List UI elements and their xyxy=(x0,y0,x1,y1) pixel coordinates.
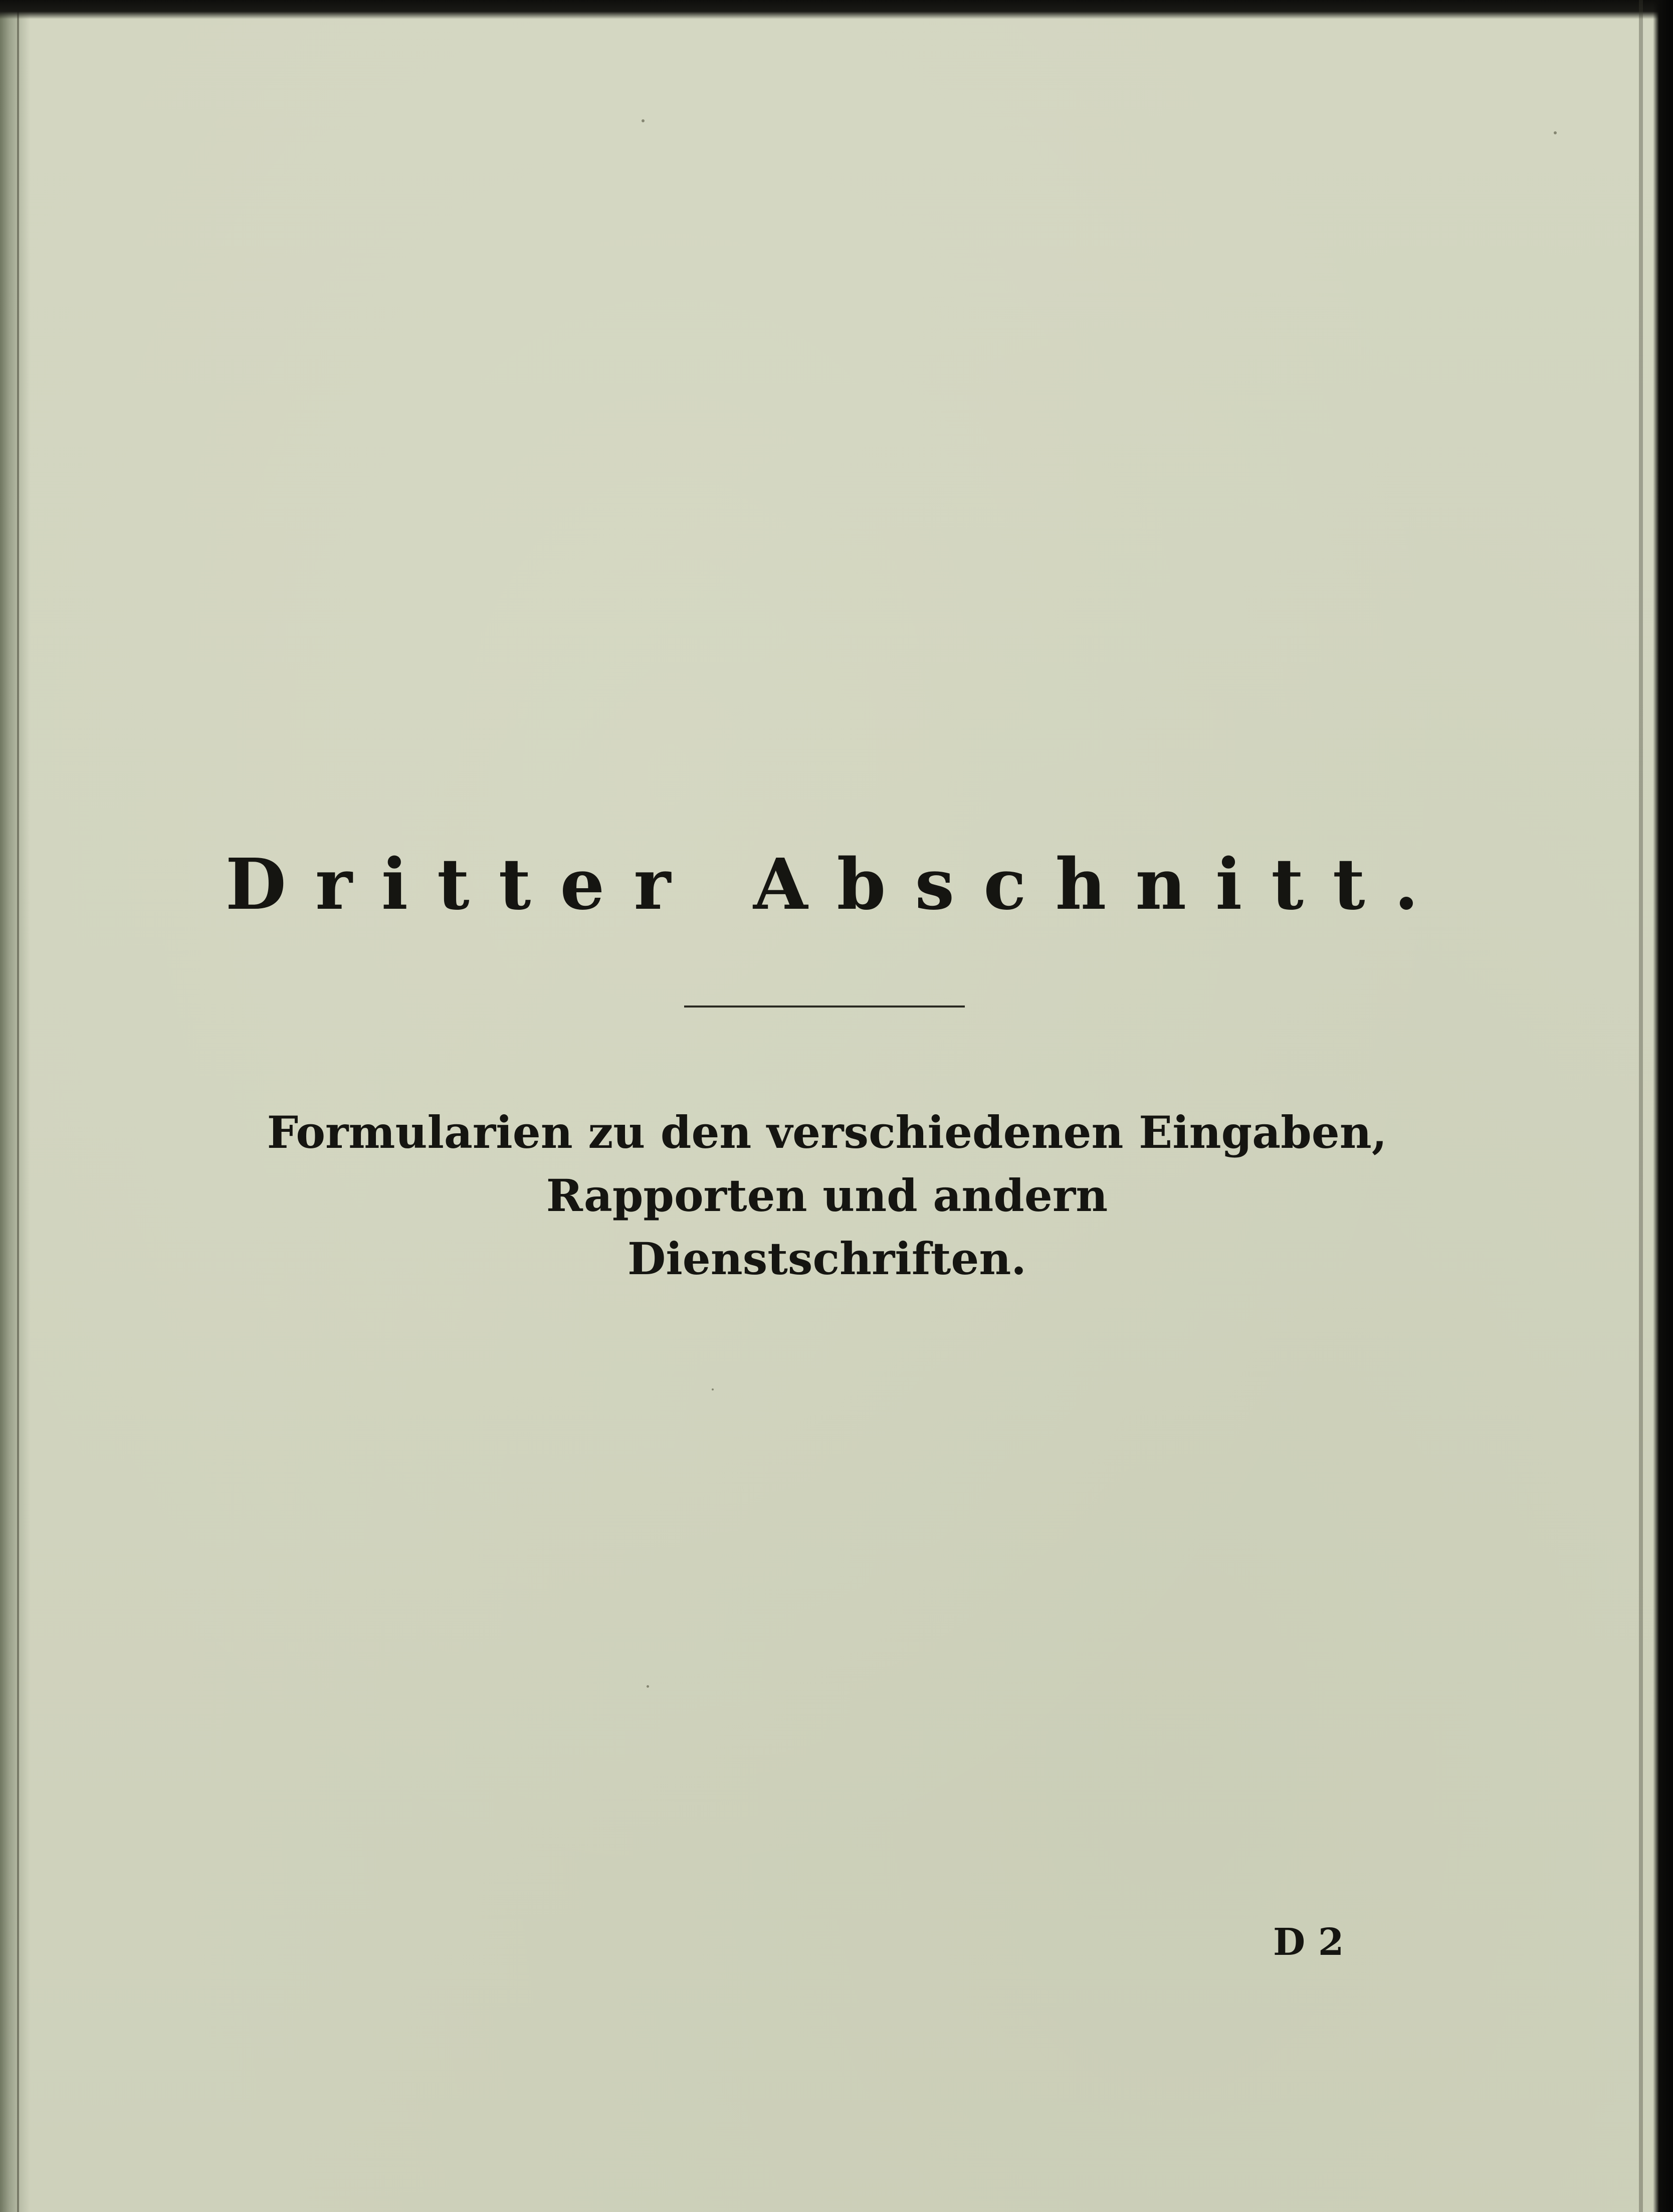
binding-crease xyxy=(17,0,19,2212)
subtitle-line-2: Dienstschriften. xyxy=(628,1233,1026,1285)
section-heading: Dritter Abschnitt. xyxy=(225,844,1448,926)
paper-speck xyxy=(712,1388,714,1390)
book-binding-edge xyxy=(0,0,30,2212)
subtitle-line-1: Formularien zu den verschiedenen Eingaben, Rapporten und andern xyxy=(267,1106,1387,1222)
paper-speck xyxy=(647,1685,649,1688)
scan-edge-top xyxy=(0,0,1673,19)
signature-mark: D 2 xyxy=(1273,1921,1344,1964)
scan-edge-right xyxy=(1653,0,1673,2212)
section-subtitle xyxy=(190,1101,1463,1290)
paper-speck xyxy=(642,119,645,122)
heading-divider-rule xyxy=(684,1006,965,1008)
page-edge-shadow xyxy=(1639,0,1643,2212)
paper-speck xyxy=(1554,131,1557,134)
